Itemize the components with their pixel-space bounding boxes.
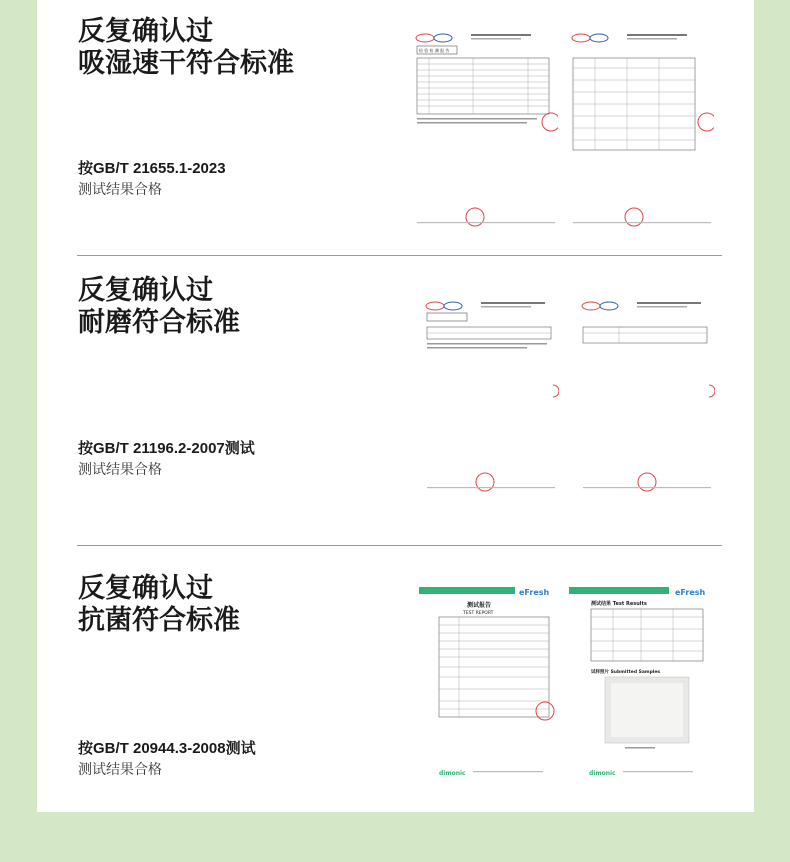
efresh-test-report-page <box>419 585 557 785</box>
test-report-page <box>413 30 558 230</box>
test-report-page <box>579 299 715 497</box>
test-result: 测试结果合格 <box>78 182 162 198</box>
title-line-1: 反复确认过 <box>78 275 213 306</box>
section-title <box>78 573 240 637</box>
content-panel <box>37 0 754 812</box>
section-antibacterial <box>37 545 754 812</box>
title-line-2: 抗菌符合标准 <box>78 605 240 636</box>
section-title <box>78 275 240 339</box>
test-standard: 按GB/T 20944.3-2008测试 <box>78 740 256 757</box>
title-line-2: 耐磨符合标准 <box>78 307 240 338</box>
report-title-text: 检 验 检 测 报 告 <box>419 48 450 53</box>
dimonic-logo: dimonic <box>439 770 466 777</box>
test-standard: 按GB/T 21196.2-2007测试 <box>78 440 255 457</box>
test-report-page <box>569 30 714 230</box>
title-line-1: 反复确认过 <box>78 16 213 47</box>
title-line-2: 吸湿速干符合标准 <box>78 48 294 79</box>
section-abrasion-resistance <box>37 255 754 545</box>
test-result: 测试结果合格 <box>78 462 162 478</box>
test-result: 测试结果合格 <box>78 762 162 778</box>
section-moisture-wicking <box>37 0 754 255</box>
title-line-1: 反复确认过 <box>78 573 213 604</box>
svg-text:TEST REPORT: TEST REPORT <box>463 611 494 616</box>
section-title <box>78 16 294 80</box>
efresh-test-results-page <box>569 585 719 785</box>
test-standard: 按GB/T 21655.1-2023 <box>78 160 226 177</box>
svg-text:测试报告: 测试报告 <box>467 602 492 609</box>
efresh-logo: eFresh <box>519 588 550 597</box>
efresh-logo: eFresh <box>675 588 706 597</box>
svg-text:测试结果 Test Results: 测试结果 Test Results <box>591 601 647 607</box>
test-report-page <box>423 299 559 497</box>
svg-text:试样照片 Submitted Samples: 试样照片 Submitted Samples <box>591 670 661 675</box>
dimonic-logo: dimonic <box>589 770 616 777</box>
